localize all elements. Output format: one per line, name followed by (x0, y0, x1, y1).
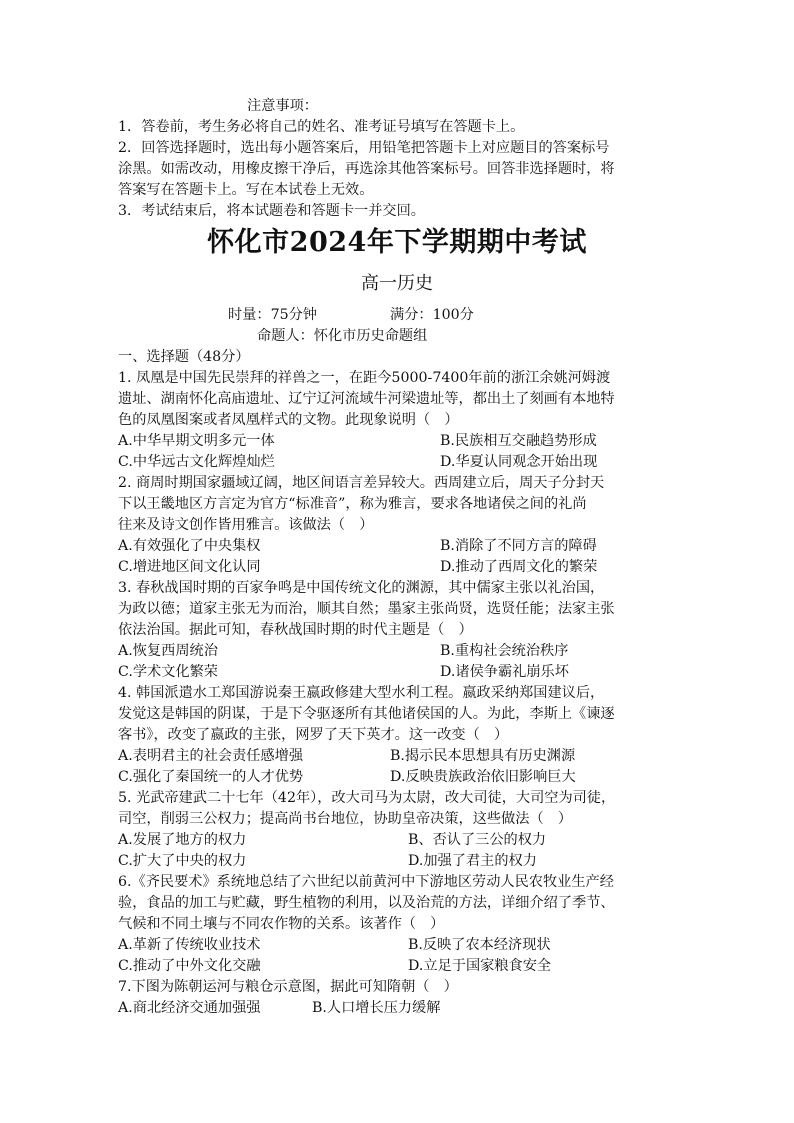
exam-time: 时量：75分钟 (228, 307, 317, 323)
question-stem-line: 气候和不同土壤与不同农作物的关系。该著作（ ） (118, 916, 445, 932)
option-a: A.发展了地方的权力 (118, 832, 247, 848)
option-c: C.强化了秦国统一的人才优势 (118, 769, 304, 785)
exam-subject: 高一历史 (361, 273, 433, 294)
option-b: B.消除了不同方言的障碍 (440, 538, 597, 554)
question-stem-line: 2. 商周时期国家疆域辽阔，地区间语言差异较大。西周建立后，周天子分封天 (118, 475, 605, 491)
section-heading: 一、选择题（48分） (118, 349, 250, 365)
exam-title: 怀化市2024年下学期期中考试 (207, 227, 587, 258)
question-stem-line: 客书》，改变了嬴政的主张，网罗了天下英才。这一改变（ ） (118, 727, 509, 743)
option-d: D.加强了君主的权力 (408, 853, 537, 869)
notice-line: 2．回答选择题时，选出每小题答案后，用铅笔把答题卡上对应题目的答案标号 (118, 140, 610, 156)
option-d: D.立足于国家粮食安全 (408, 958, 552, 974)
option-b: B.揭示民本思想具有历史渊源 (390, 748, 576, 764)
option-d: D.华夏认同观念开始出现 (440, 454, 598, 470)
question-stem-line: 4. 韩国派遣水工郑国游说秦王嬴政修建大型水利工程。嬴政采纳郑国建议后， (118, 685, 605, 701)
question-stem-line: 依法治国。据此可知，春秋战国时期的时代主题是（ ） (118, 622, 473, 638)
option-a: A.中华早期文明多元一体 (118, 433, 275, 449)
option-d: D.推动了西周文化的繁荣 (440, 559, 598, 575)
option-a: A.商北经济交通加强强 (118, 1000, 261, 1016)
exam-score: 满分：100分 (390, 307, 474, 323)
question-stem-line: 发觉这是韩国的阴谋，于是下令驱逐所有其他诸侯国的人。为此，李斯上《谏逐 (118, 706, 615, 722)
question-stem-line: 往来及诗文创作皆用雅言。该做法（ ） (118, 517, 374, 533)
question-stem-line: 1. 凤凰是中国先民崇拜的祥兽之一，在距今5000-7400年前的浙江余姚河姆渡 (118, 370, 611, 386)
option-c: C.中华远古文化辉煌灿烂 (118, 454, 275, 470)
option-c: C.扩大了中央的权力 (118, 853, 247, 869)
notice-line: 答案写在答题卡上。写在本试卷上无效。 (118, 182, 374, 198)
option-c: C.推动了中外文化交融 (118, 958, 261, 974)
question-stem-line: 7.下图为陈朝运河与粮仓示意图，据此可知隋朝（ ） (118, 979, 458, 995)
option-b: B、否认了三公的权力 (408, 832, 547, 848)
option-c: C.增进地区间文化认同 (118, 559, 261, 575)
exam-author: 命题人：怀化市历史命题组 (257, 328, 428, 344)
option-b: B.人口增长压力缓解 (312, 1000, 441, 1016)
option-d: D.诸侯争霸礼崩乐坏 (440, 664, 569, 680)
question-stem-line: 为政以德；道家主张无为而治，顺其自然；墨家主张尚贤，选贤任能；法家主张 (118, 601, 615, 617)
option-c: C.学术文化繁荣 (118, 664, 218, 680)
question-stem-line: 色的凤凰图案或者凤凰样式的文物。此现象说明（ ） (118, 412, 459, 428)
option-b: B.重构社会统治秩序 (440, 643, 569, 659)
option-d: D.反映贵族政治依旧影响巨大 (390, 769, 576, 785)
option-a: A.恢复西周统治 (118, 643, 218, 659)
notice-line: 3．考试结束后，将本试题卷和答题卡一并交回。 (118, 203, 425, 219)
option-a: A.表明君主的社会责任感增强 (118, 748, 304, 764)
question-stem-line: 3. 春秋战国时期的百家争鸣是中国传统文化的渊源，其中儒家主张以礼治国， (118, 580, 605, 596)
option-b: B.民族相互交融趋势形成 (440, 433, 597, 449)
question-stem-line: 司空，削弱三公权力；提高尚书台地位，协助皇帝决策，这些做法（ ） (118, 811, 573, 827)
question-stem-line: 下以王畿地区方言定为官方“标准音”，称为雅言，要求各地诸侯之间的礼尚 (118, 496, 587, 512)
option-a: A.革新了传统收业技术 (118, 937, 261, 953)
question-stem-line: 遗址、湖南怀化高庙遗址、辽宁辽河流域牛河梁遗址等，都出土了刻画有本地特 (118, 391, 615, 407)
question-stem-line: 验，食品的加工与贮藏，野生植物的利用，以及治荒的方法，详细介绍了季节、 (118, 895, 615, 911)
option-a: A.有效强化了中央集权 (118, 538, 261, 554)
question-stem-line: 6.《齐民要术》系统地总结了六世纪以前黄河中下游地区劳动人民农牧业生产经 (118, 874, 614, 890)
notice-heading: 注意事项： (247, 98, 318, 114)
option-b: B.反映了农本经济现状 (408, 937, 551, 953)
question-stem-line: 5. 光武帝建武二十七年（42年），改大司马为太尉，改大司徒，大司空为司徒， (118, 790, 616, 806)
notice-line: 1．答卷前，考生务必将自己的姓名、准考证号填写在答题卡上。 (118, 119, 525, 135)
notice-line: 涂黑。如需改动，用橡皮擦干净后，再选涂其他答案标号。回答非选择题时，将 (118, 161, 615, 177)
